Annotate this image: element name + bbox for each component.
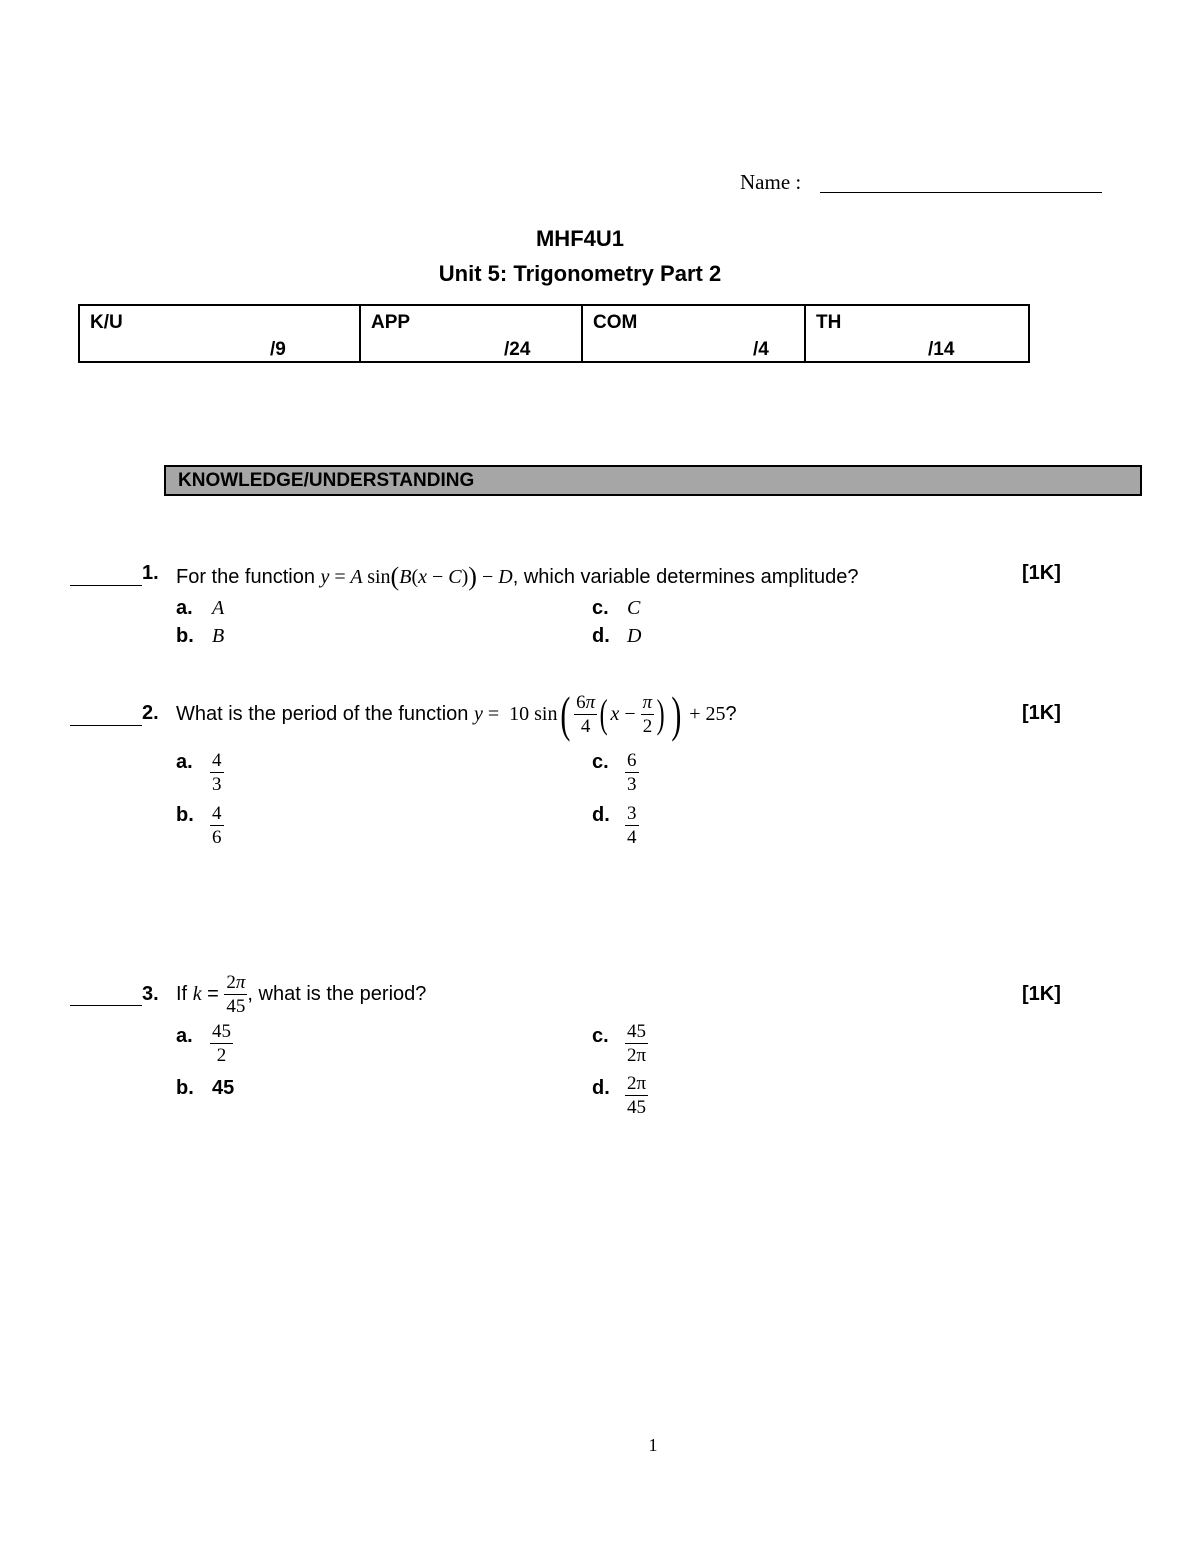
question-text-after: , what is the period? <box>247 982 427 1005</box>
fraction-denominator: 6 <box>212 827 222 848</box>
option-letter: a. <box>176 597 193 619</box>
question-text-before: For the function <box>176 566 315 588</box>
fraction-denominator: 3 <box>627 774 637 795</box>
marks-total: /14 <box>928 339 955 360</box>
fraction-numerator: 6 <box>627 750 637 771</box>
question-text-before: If <box>176 982 188 1005</box>
option-letter: b. <box>176 1077 194 1099</box>
question-mark: [1K] <box>1022 562 1061 584</box>
marks-cell-com <box>583 306 806 361</box>
name-label: Name : <box>740 170 802 194</box>
option-letter: d. <box>592 1077 610 1099</box>
option-letter: c. <box>592 1025 609 1047</box>
option-letter: a. <box>176 751 193 773</box>
answer-blank-1[interactable] <box>70 585 142 586</box>
name-field[interactable] <box>820 192 1102 193</box>
fraction-denominator: 4 <box>627 827 637 848</box>
course-code: MHF4U1 <box>535 226 624 251</box>
answer-blank-3[interactable] <box>70 1005 142 1006</box>
fraction-numerator: 4 <box>212 750 222 771</box>
option-letter: d. <box>592 804 610 826</box>
fraction-numerator: 4 <box>212 803 222 824</box>
question-formula: y = A sin(B(x − C)) − D <box>320 562 513 591</box>
question-mark: [1K] <box>1022 983 1061 1005</box>
fraction-numerator: 45 <box>627 1021 647 1042</box>
option-value: 45 <box>212 1077 235 1099</box>
option-fraction <box>210 1022 233 1065</box>
question-2-text <box>176 684 737 744</box>
fraction-denominator: 2π <box>627 1045 647 1066</box>
marks-cell-ku <box>80 306 361 361</box>
question-number: 1. <box>142 562 159 584</box>
question-text-before: What is the period of the function <box>176 702 469 725</box>
marks-total: /9 <box>270 339 286 360</box>
marks-label: K/U <box>90 312 123 333</box>
question-text-after: ? <box>725 702 737 725</box>
page-number: 1 <box>648 1435 658 1455</box>
question-formula: k = $\frac{2\pi}{45}$ <box>192 971 246 1017</box>
option-value: C <box>627 597 641 619</box>
option-value: B <box>212 625 225 647</box>
marks-total: /24 <box>504 339 531 360</box>
marks-label: COM <box>593 312 638 333</box>
marks-label: TH <box>816 312 842 333</box>
option-letter: c. <box>592 751 609 773</box>
question-formula: y = 10 sin ( $\frac{6\pi}{4}$ ( x − $\frac{\pi}{2}$ ) ) + 25 <box>473 686 726 742</box>
section-title: KNOWLEDGE/UNDERSTANDING <box>178 470 475 491</box>
section-header <box>164 465 1142 496</box>
question-number: 2. <box>142 702 159 724</box>
option-letter: b. <box>176 625 194 647</box>
question-1-text <box>176 562 858 592</box>
option-value: D <box>627 625 642 647</box>
question-text-after: , which variable determines amplitude? <box>512 566 859 588</box>
fraction-denominator: 3 <box>212 774 222 795</box>
option-value: A <box>212 597 225 619</box>
unit-title: Unit 5: Trigonometry Part 2 <box>438 261 722 286</box>
option-fraction <box>625 751 639 794</box>
option-fraction <box>210 804 224 847</box>
option-letter: a. <box>176 1025 193 1047</box>
question-number: 3. <box>142 983 159 1005</box>
question-3-text <box>176 970 426 1018</box>
option-fraction <box>210 751 224 794</box>
marks-total: /4 <box>753 339 769 360</box>
fraction-numerator: 3 <box>627 803 637 824</box>
marks-cell-app <box>361 306 583 361</box>
option-fraction <box>625 804 639 847</box>
option-letter: c. <box>592 597 609 619</box>
question-mark: [1K] <box>1022 702 1061 724</box>
option-letter: b. <box>176 804 194 826</box>
fraction-denominator: 45 <box>627 1097 647 1118</box>
fraction-numerator: 2π <box>627 1073 647 1094</box>
fraction-denominator: 2 <box>216 1045 227 1066</box>
option-fraction <box>625 1022 648 1065</box>
fraction-numerator: 45 <box>212 1021 231 1042</box>
answer-blank-2[interactable] <box>70 725 142 726</box>
marks-table <box>78 304 1030 363</box>
marks-cell-th <box>806 306 1028 361</box>
option-fraction <box>625 1074 648 1117</box>
marks-label: APP <box>371 312 411 333</box>
option-letter: d. <box>592 625 610 647</box>
